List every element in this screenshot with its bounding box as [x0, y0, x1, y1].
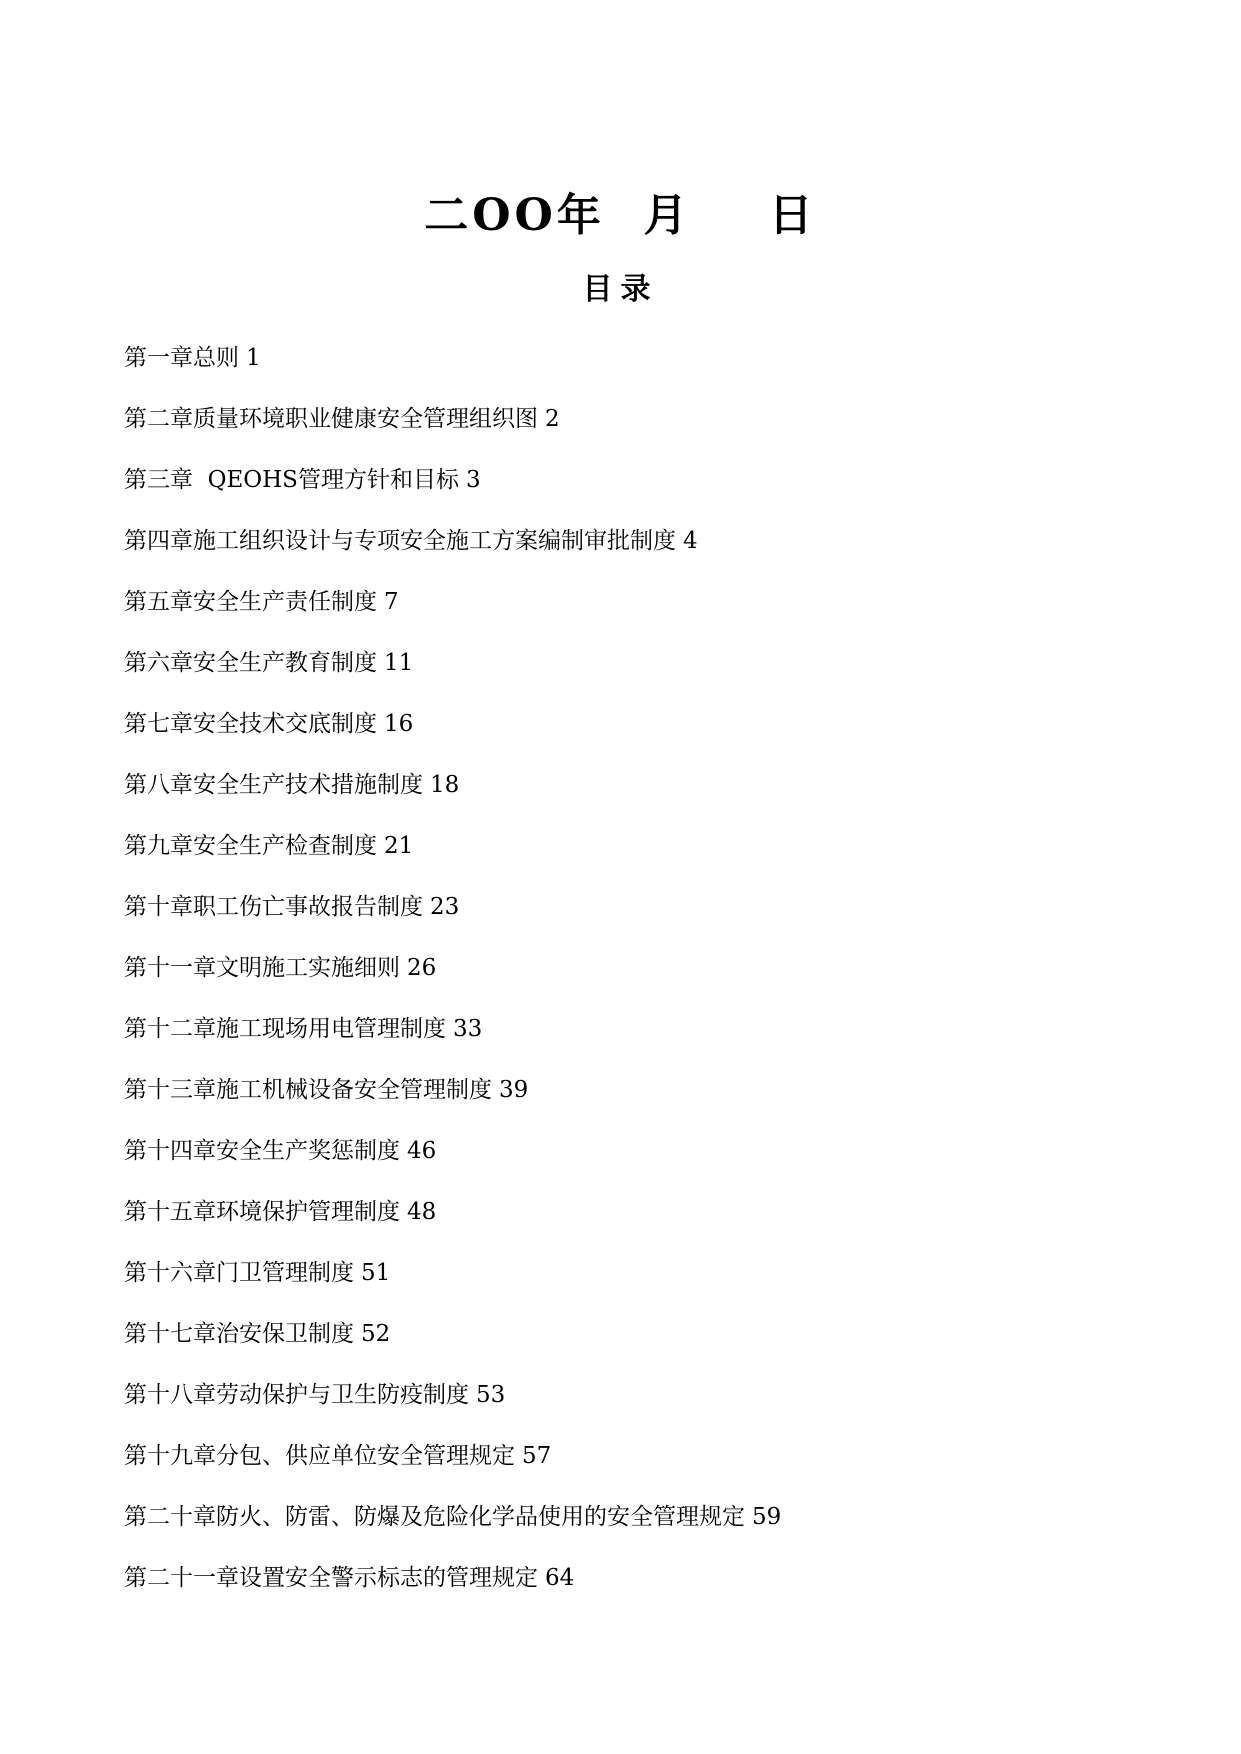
toc-entry-page: 3 — [465, 467, 481, 493]
toc-entry-title: 第十九章分包、供应单位安全管理规定 — [124, 1443, 515, 1469]
toc-entry-title: 第一章总则 — [124, 345, 239, 371]
toc-entry-title: 第十八章劳动保护与卫生防疫制度 — [124, 1382, 469, 1408]
toc-entry[interactable] — [124, 953, 1124, 1014]
toc-entry[interactable] — [124, 1136, 1124, 1197]
toc-entry[interactable] — [124, 526, 1124, 587]
toc-entry-page: 64 — [545, 1565, 575, 1591]
toc-entry-title: 第八章安全生产技术措施制度 — [124, 772, 423, 798]
toc-entry-title: 第五章安全生产责任制度 — [124, 589, 377, 615]
toc-entry-page: 33 — [453, 1016, 483, 1042]
toc-entry-title: 第十一章文明施工实施细则 — [124, 955, 400, 981]
toc-entry-title: 第十四章安全生产奖惩制度 — [124, 1138, 400, 1164]
toc-entry[interactable] — [124, 1319, 1124, 1380]
toc-entry-page: 53 — [476, 1382, 506, 1408]
toc-entry-title: 第二章质量环境职业健康安全管理组织图 — [124, 406, 538, 432]
toc-entry[interactable] — [124, 1380, 1124, 1441]
toc-entry-title: 第十三章施工机械设备安全管理制度 — [124, 1077, 492, 1103]
toc-entry[interactable] — [124, 343, 1124, 404]
toc-entry-page: 59 — [752, 1504, 782, 1530]
toc-entry-page: 48 — [407, 1199, 437, 1225]
toc-entry-title: 第四章施工组织设计与专项安全施工方案编制审批制度 — [124, 528, 676, 554]
toc-entry-title: 第十六章门卫管理制度 — [124, 1260, 354, 1286]
toc-entry[interactable] — [124, 831, 1124, 892]
toc-entry-title: 第十五章环境保护管理制度 — [124, 1199, 400, 1225]
toc-entry[interactable] — [124, 1563, 1124, 1624]
toc-entry-page: 1 — [246, 345, 261, 371]
toc-title: 目录 — [582, 272, 659, 307]
table-of-contents — [124, 343, 1124, 1624]
toc-entry-title: 第三章 QEOHS管理方针和目标 — [124, 467, 459, 493]
toc-entry[interactable] — [124, 770, 1124, 831]
toc-entry-title: 第十章职工伤亡事故报告制度 — [124, 894, 423, 920]
toc-entry[interactable] — [124, 1258, 1124, 1319]
toc-entry[interactable] — [124, 465, 1124, 526]
toc-entry-page: 11 — [384, 650, 414, 676]
toc-entry-page: 39 — [499, 1077, 529, 1103]
toc-entry-page: 21 — [384, 833, 414, 859]
toc-entry-title: 第十二章施工现场用电管理制度 — [124, 1016, 446, 1042]
toc-entry-title: 第二十章防火、防雷、防爆及危险化学品使用的安全管理规定 — [124, 1504, 745, 1530]
toc-entry[interactable] — [124, 648, 1124, 709]
toc-entry[interactable] — [124, 709, 1124, 770]
toc-entry-page: 57 — [522, 1443, 552, 1469]
toc-entry-page: 2 — [545, 406, 560, 432]
toc-entry-page: 7 — [384, 589, 399, 615]
toc-entry-page: 16 — [384, 711, 414, 737]
toc-entry-page: 52 — [361, 1321, 391, 1347]
toc-entry[interactable] — [124, 587, 1124, 648]
toc-entry[interactable] — [124, 892, 1124, 953]
toc-entry-title: 第六章安全生产教育制度 — [124, 650, 377, 676]
toc-entry[interactable] — [124, 404, 1124, 465]
toc-entry-title: 第十七章治安保卫制度 — [124, 1321, 354, 1347]
toc-entry-page: 18 — [430, 772, 460, 798]
toc-entry[interactable] — [124, 1441, 1124, 1502]
toc-entry[interactable] — [124, 1014, 1124, 1075]
toc-entry-page: 4 — [683, 528, 698, 554]
toc-entry-title: 第七章安全技术交底制度 — [124, 711, 377, 737]
toc-entry-title: 第二十一章设置安全警示标志的管理规定 — [124, 1565, 538, 1591]
toc-entry[interactable] — [124, 1502, 1124, 1563]
toc-entry-page: 46 — [407, 1138, 437, 1164]
toc-entry-page: 51 — [361, 1260, 391, 1286]
toc-entry-page: 26 — [407, 955, 437, 981]
toc-entry-page: 23 — [430, 894, 460, 920]
toc-entry[interactable] — [124, 1197, 1124, 1258]
toc-entry[interactable] — [124, 1075, 1124, 1136]
date-line: 二OO年 月 日 — [424, 190, 817, 241]
toc-entry-title: 第九章安全生产检查制度 — [124, 833, 377, 859]
